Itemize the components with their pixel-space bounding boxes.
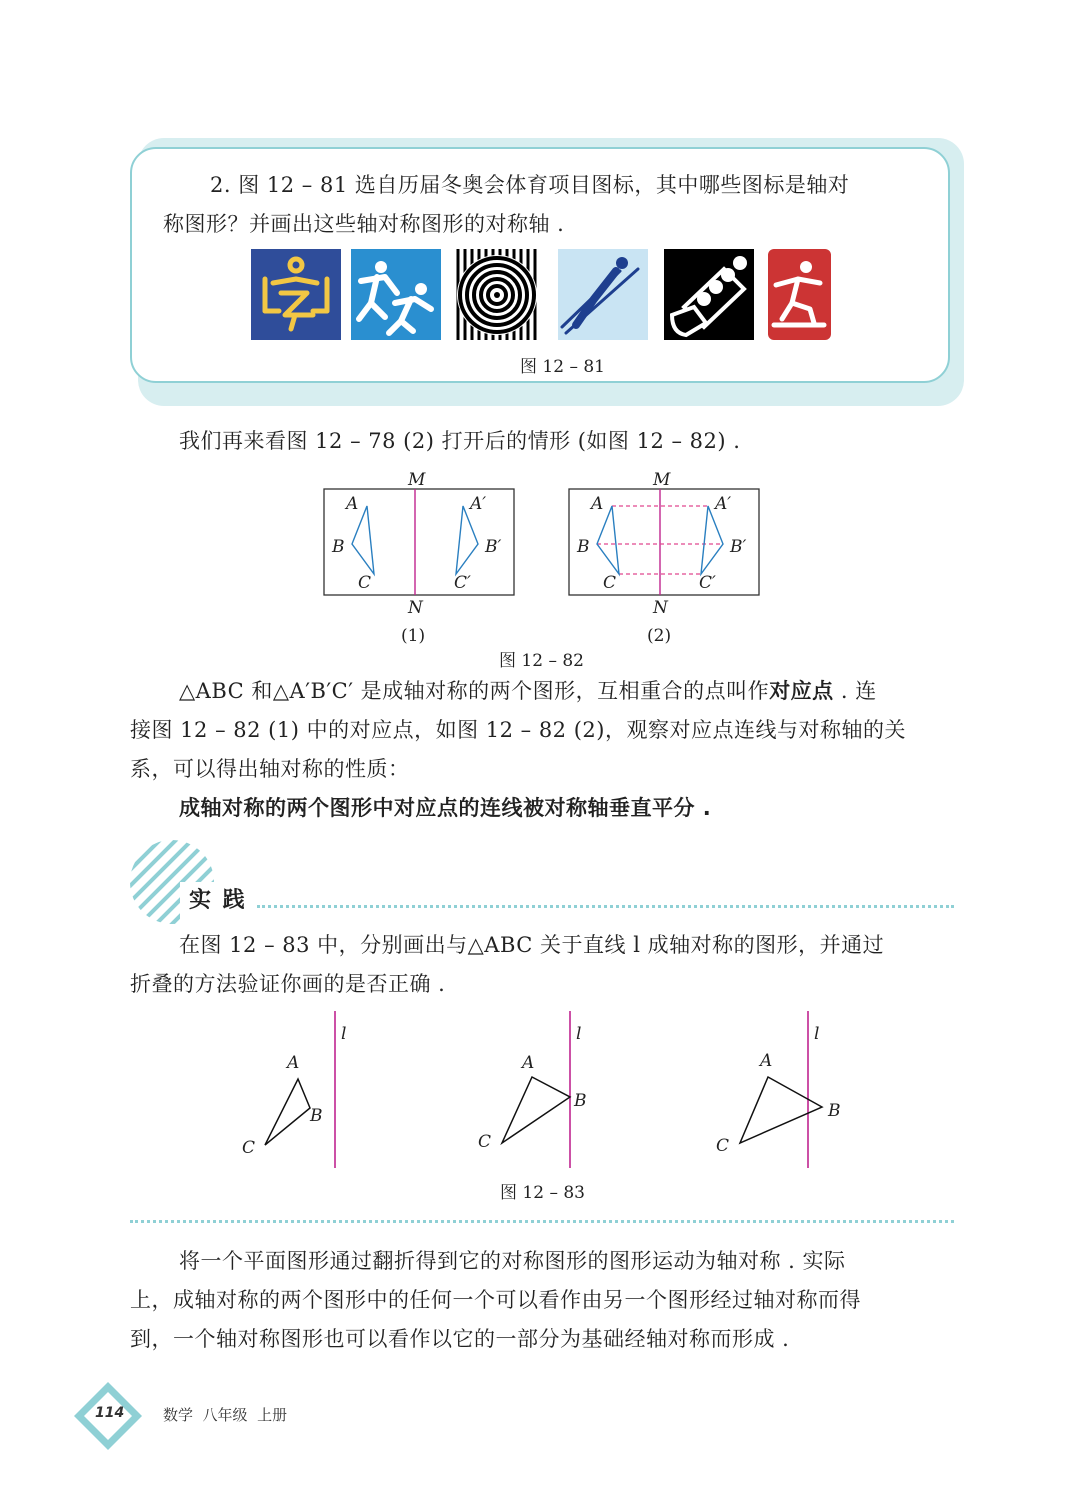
- label-N: N: [408, 598, 423, 618]
- practice-bottom-divider: [130, 1220, 954, 1223]
- icon-alpine-skiing: [768, 249, 831, 340]
- conclusion-line-1: 将一个平面图形通过翻折得到它的对称图形的图形运动为轴对称 . 实际: [179, 1249, 846, 1273]
- label-A-prime: A′: [715, 494, 732, 514]
- figure-12-82-1: [320, 466, 520, 618]
- label-C-prime: C′: [699, 573, 716, 593]
- figure-12-83: [230, 1005, 870, 1175]
- figure-caption-12-83: 图 12 – 83: [500, 1183, 585, 1203]
- label-A: A: [760, 1051, 773, 1071]
- label-l: l: [814, 1024, 820, 1044]
- intro-paragraph: 我们再来看图 12 – 78 (2) 打开后的情形 (如图 12 – 82) .: [179, 429, 741, 453]
- body-line-1-end: . 连: [833, 679, 877, 703]
- term-corresponding-points: 对应点: [769, 679, 834, 703]
- label-C-prime: C′: [454, 573, 471, 593]
- practice-line-2: 折叠的方法验证你画的是否正确 .: [130, 972, 446, 996]
- body-line-3: 系，可以得出轴对称的性质：: [130, 757, 410, 781]
- label-B-prime: B′: [730, 537, 747, 557]
- label-l: l: [341, 1024, 347, 1044]
- conclusion-line-3: 到，一个轴对称图形也可以看作以它的一部分为基础经轴对称而形成 .: [130, 1327, 790, 1351]
- body-line-1-text: △ABC 和△A′B′C′ 是成轴对称的两个图形，互相重合的点叫作: [179, 679, 770, 703]
- figure-caption-12-81: 图 12 – 81: [520, 357, 605, 377]
- figure-12-82-2: [565, 466, 765, 618]
- label-A: A: [287, 1053, 300, 1073]
- label-B: B: [574, 1091, 587, 1111]
- label-A: A: [522, 1053, 535, 1073]
- icon-speed-skating: [351, 249, 441, 340]
- body-line-1: [179, 672, 877, 711]
- label-B-prime: B′: [485, 537, 502, 557]
- label-A: A: [591, 494, 604, 514]
- practice-top-divider: [257, 905, 954, 908]
- label-M: M: [408, 470, 426, 490]
- page-number: 114: [95, 1405, 125, 1421]
- label-A: A: [346, 494, 359, 514]
- label-M: M: [653, 470, 671, 490]
- book-title: 数学 八年级 上册: [163, 1406, 288, 1424]
- label-l: l: [576, 1024, 582, 1044]
- body-line-2: 接图 12 – 82 (1) 中的对应点，如图 12 – 82 (2)，观察对应点连线与对称轴的关: [130, 718, 906, 742]
- label-C: C: [478, 1132, 492, 1152]
- icon-luge: [664, 249, 754, 340]
- figure-caption-12-82: 图 12 – 82: [499, 651, 584, 671]
- conclusion-line-2: 上，成轴对称的两个图形中的任何一个可以看作由另一个图形经过轴对称而得: [130, 1288, 861, 1312]
- symmetry-property: 成轴对称的两个图形中对应点的连线被对称轴垂直平分 .: [179, 796, 712, 820]
- label-B: B: [310, 1106, 323, 1126]
- label-B: B: [577, 537, 590, 557]
- label-A-prime: A′: [470, 494, 487, 514]
- label-C: C: [358, 573, 372, 593]
- label-C: C: [716, 1136, 730, 1156]
- practice-line-1: 在图 12 – 83 中，分别画出与△ABC 关于直线 l 成轴对称的图形，并通过: [179, 933, 885, 957]
- exercise-line-2: 称图形？并画出这些轴对称图形的对称轴 .: [163, 212, 565, 236]
- label-C: C: [603, 573, 617, 593]
- exercise-line-1: 2. 图 12 – 81 选自历届冬奥会体育项目图标，其中哪些图标是轴对: [210, 173, 850, 197]
- icon-curling-target: [452, 249, 542, 340]
- label-C: C: [242, 1138, 256, 1158]
- subfigure-label-1: (1): [401, 626, 426, 646]
- subfigure-label-2: (2): [647, 626, 672, 646]
- label-N: N: [653, 598, 668, 618]
- label-B: B: [332, 537, 345, 557]
- practice-title: 实 践: [189, 888, 247, 913]
- label-B: B: [828, 1101, 841, 1121]
- icon-ski-jumping: [558, 249, 648, 340]
- icon-bobsled: [251, 249, 341, 340]
